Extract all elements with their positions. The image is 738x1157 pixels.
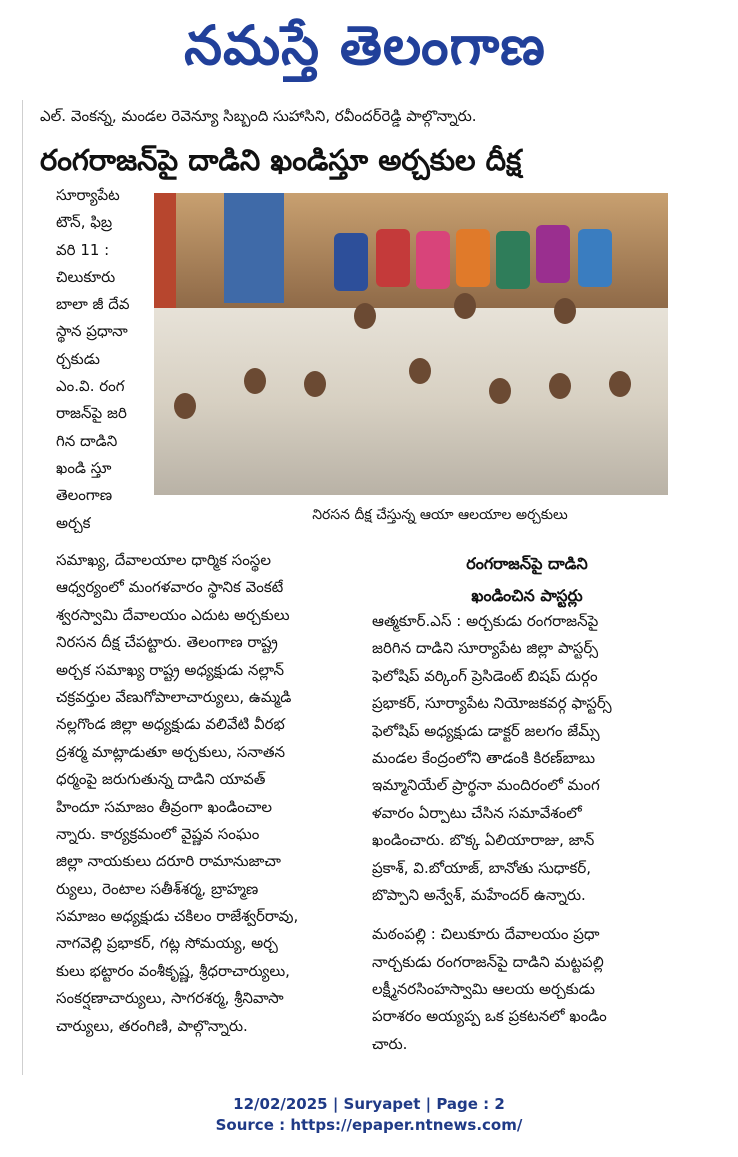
person-figure: [536, 225, 570, 283]
text-line: హిందూ సమాజం తీవ్రంగా ఖండించాల: [56, 797, 273, 816]
newspaper-masthead: నమస్తే తెలంగాణ: [184, 13, 546, 77]
text-line: పరాశరం అయ్యప్ప ఒక ప్రకటనలో ఖండిం: [372, 1007, 607, 1026]
text-line: తెలంగాణ: [56, 486, 113, 505]
text-line: టౌన్, ఫిబ్ర: [56, 213, 113, 232]
article-headline: రంగరాజన్‌పై దాడిని ఖండిస్తూ అర్చకుల దీక్ష: [40, 143, 522, 177]
text-line: ఇమ్మానియేల్ ప్రార్థనా మందిరంలో మంగ: [372, 776, 600, 795]
text-line: చార్యులు, తరంగిణి, పాల్గొన్నారు.: [56, 1016, 248, 1035]
text-line: అర్చక: [56, 513, 91, 532]
text-line: లక్ష్మీనరసింహస్వామి ఆలయ అర్చకుడు: [372, 980, 595, 999]
person-figure: [496, 231, 530, 289]
left-column-text: [56, 547, 366, 1040]
text-line: నాగవెల్లి ప్రభాకర్, గట్ల సోమయ్య, అర్చ: [56, 934, 278, 953]
sub-headline-line-1: రంగరాజన్‌పై దాడిని: [466, 554, 588, 573]
text-line: ర్యులు, రెంటాల సతీశ్‌శర్మ, బ్రాహ్మణ: [56, 879, 259, 898]
person-figure: [376, 229, 410, 287]
text-line: సమాఖ్య, దేవాలయాల ధార్మిక సంస్థల: [56, 551, 271, 569]
column-rule: [22, 100, 23, 1075]
text-line: ద్రశర్మ మాట్లాడుతూ అర్చకులు, సనాతన: [56, 742, 286, 761]
text-line: ఆధ్వర్యంలో మంగళవారం స్థానిక వెంకటే: [56, 578, 284, 597]
person-head: [409, 358, 431, 384]
text-line: నల్లగొండ జిల్లా అధ్యక్షుడు వలివేటి వీరభ: [56, 715, 285, 734]
text-line: జరిగిన దాడిని సూర్యాపేట జిల్లా పాస్టర్స్: [372, 639, 599, 658]
crowd-area: [154, 308, 668, 495]
text-line: ప్రభాకర్, సూర్యాపేట నియోజకవర్గ ఫాస్టర్స్: [372, 694, 612, 713]
person-head: [554, 298, 576, 324]
text-line: ఖండి స్తూ: [56, 458, 112, 477]
text-line: ఆత్మకూర్.ఎస్ : అర్చకుడు రంగరాజన్‌పై: [372, 612, 599, 630]
page-footer: [0, 1094, 738, 1136]
paragraph-gap: [372, 909, 682, 921]
footer-date-edition: 12/02/2025 | Suryapet | Page : 2: [233, 1095, 505, 1113]
text-line: సమాజం అధ్యక్షుడు చకిలం రాజేశ్వర్‌రావు,: [56, 907, 299, 926]
text-line: ఖండించారు. బొక్క ఏలియారాజు, జాన్: [372, 831, 595, 850]
text-line: బొప్పాని అన్వేశ్, మహేందర్ ఉన్నారు.: [372, 885, 586, 904]
text-line: మండల కేంద్రంలోని తాడంకి కిరణ్‌బాబు: [372, 748, 596, 767]
person-figure: [416, 231, 450, 289]
person-figure: [334, 233, 368, 291]
person-head: [454, 293, 476, 319]
sub-article-headline: [372, 548, 682, 612]
text-line: ఎం.వి. రంగ: [56, 377, 125, 396]
text-line: సంకర్షణాచార్యులు, సాగరశర్మ, శ్రీనివాసా: [56, 989, 284, 1008]
person-head: [489, 378, 511, 404]
text-line: శ్వరస్వామి దేవాలయం ఎదుట అర్చకులు: [56, 605, 290, 624]
text-line: రాజన్‌పై జరి: [56, 404, 127, 423]
text-line: ఫెలోషిప్ అధ్యక్షుడు డాక్టర్ జలగం జేమ్స్: [372, 721, 600, 740]
person-head: [609, 371, 631, 397]
text-line: వరి 11 :: [56, 240, 110, 259]
right-column-text: [372, 608, 682, 1058]
person-head: [549, 373, 571, 399]
person-head: [354, 303, 376, 329]
text-line: కులు భట్టారం వంశీకృష్ణ, శ్రీధరాచార్యులు,: [56, 961, 290, 980]
text-line: మఠంపల్లి : చిలుకూరు దేవాలయం ప్రధా: [372, 925, 600, 944]
text-line: చిలుకూరు: [56, 267, 116, 286]
text-line: న్నారు. కార్యక్రమంలో వైష్ణవ సంఘం: [56, 824, 260, 843]
text-line: జిల్లా నాయకులు దరూరి రామానుజాచా: [56, 852, 281, 871]
text-line: గిన దాడిని: [56, 431, 118, 450]
text-line: బాలా జీ దేవ: [56, 295, 130, 314]
text-line: నార్చకుడు రంగరాజన్‌పై దాడిని మట్టపల్లి: [372, 952, 604, 971]
text-line: ర్చకుడు: [56, 349, 100, 368]
footer-source-link[interactable]: Source : https://epaper.ntnews.com/: [215, 1116, 523, 1134]
text-line: నిరసన దీక్ష చేపట్టారు. తెలంగాణ రాష్ట్ర: [56, 633, 278, 652]
person-figure: [578, 229, 612, 287]
photo-caption: నిరసన దీక్ష చేస్తున్న ఆయా ఆలయాల అర్చకులు: [312, 507, 568, 523]
text-line: ప్రకాశ్, వి.బోయాజ్, బానోతు సుధాకర్,: [372, 858, 591, 877]
person-head: [174, 393, 196, 419]
text-line: చక్రవర్తుల వేణుగోపాలాచార్యులు, ఉమ్మడి: [56, 687, 292, 706]
temple-pillar: [154, 193, 176, 323]
article-photo: [154, 193, 668, 495]
text-line: సూర్యాపేట: [56, 186, 120, 204]
text-line: ళవారం ఏర్పాటు చేసిన సమావేశంలో: [372, 803, 582, 822]
text-line: చారు.: [372, 1034, 408, 1053]
previous-article-tail: ఎల్. వెంకన్న, మండల రెవెన్యూ సిబ్బంది సుహాసిని, రవీందర్‌రెడ్డి పాల్గొన్నారు.: [40, 107, 477, 125]
narrow-column-text: [56, 182, 150, 537]
person-head: [244, 368, 266, 394]
text-line: ధర్మంపై జరుగుతున్న దాడిని యావత్: [56, 770, 266, 789]
text-line: స్థాన ప్రధానా: [56, 322, 128, 341]
person-head: [304, 371, 326, 397]
person-figure: [456, 229, 490, 287]
sub-headline-line-2: ఖండించిన పాస్టర్లు: [471, 586, 583, 605]
text-line: అర్చక సమాఖ్య రాష్ట్ర అధ్యక్షుడు నల్లాన్: [56, 660, 285, 679]
text-line: ఫెలోషిప్ వర్కింగ్ ప్రెసిడెంట్ బిషప్ దుర్గం: [372, 666, 598, 685]
temple-pillar: [224, 193, 284, 303]
